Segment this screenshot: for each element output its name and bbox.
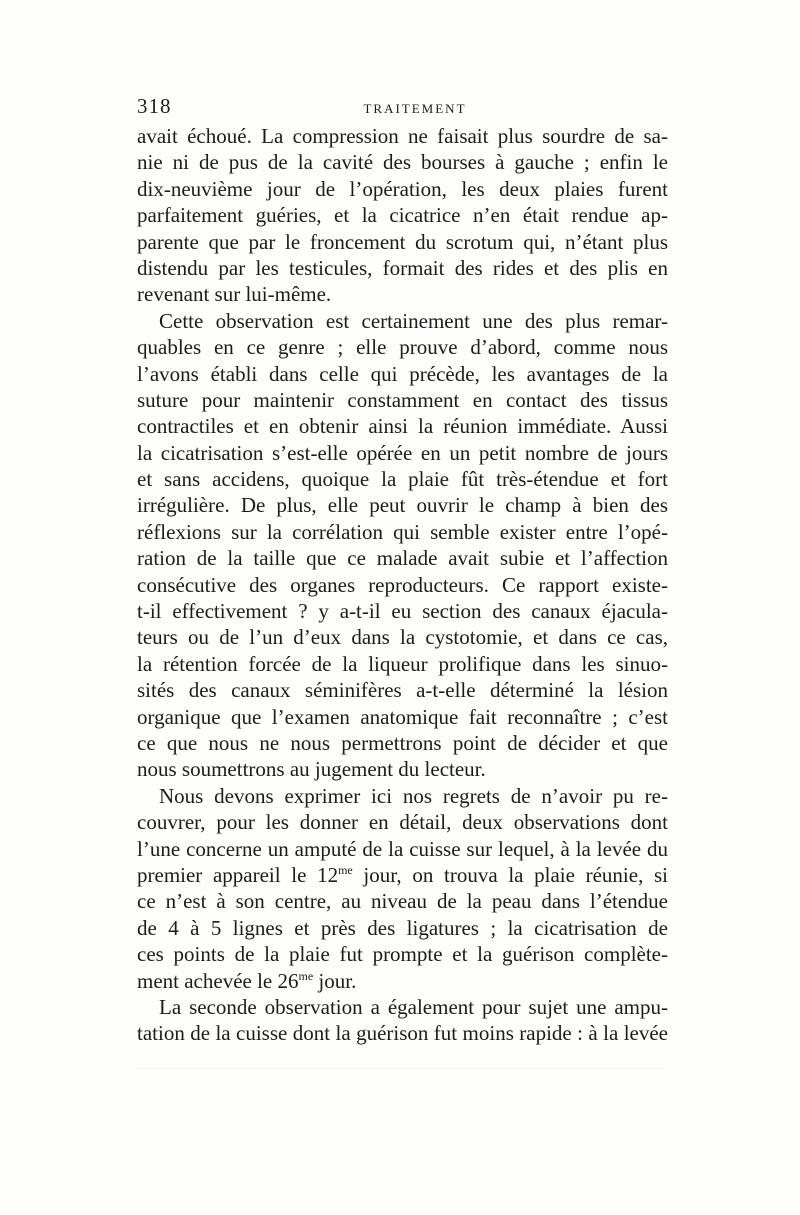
text-line: teurs ou de l’un d’eux dans la cystotomie, et dans ce cas, [137, 625, 668, 650]
text-line: sités des canaux séminifères a-t-elle déterminé la lésion [137, 678, 668, 703]
text-line: contractiles et en obtenir ainsi la réunion immédiate. Aussi [137, 414, 668, 439]
text-line: ce n’est à son centre, au niveau de la peau dans l’étendue [137, 889, 668, 914]
text-line: La seconde observation a également pour sujet une ampu- [159, 994, 668, 1019]
text-line: parfaitement guéries, et la cicatrice n’en était rendue ap- [137, 203, 668, 228]
page-number: 318 [137, 94, 172, 118]
text-line: Nous devons exprimer ici nos regrets de n’avoir pu re- [159, 783, 668, 808]
text-line: Cette observation est certainement une des plus remar- [159, 308, 668, 333]
text-line: l’une concerne un amputé de la cuisse sur lequel, à la levée du [137, 836, 668, 861]
text-line: ration de la taille que ce malade avait subie et l’affection [137, 546, 668, 571]
text-line: la cicatrisation s’est-elle opérée en un petit nombre de jours [137, 440, 668, 465]
body-text [137, 123, 668, 1047]
text-line: t-il effectivement ? y a-t-il eu section des canaux éjacula- [137, 599, 668, 624]
text-line: tation de la cuisse dont la guérison fut moins rapide : à la levée [137, 1021, 668, 1046]
text-line: avait échoué. La compression ne faisait plus sourdre de sa- [137, 124, 668, 148]
text-line: distendu par les testicules, formait des rides et des plis en [137, 255, 668, 280]
text-line: la rétention forcée de la liqueur prolifique dans les sinuo- [137, 651, 668, 676]
text-line: ce que nous ne nous permettrons point de décider et que [137, 730, 668, 755]
text-line: de 4 à 5 lignes et près des ligatures ; la cicatrisation de [137, 915, 668, 940]
text-line: revenant sur lui-même. [137, 282, 332, 307]
running-head: TRAITEMENT [363, 101, 467, 116]
text-line: ment achevée le $26^{me}$ jour. [137, 968, 357, 993]
text-line: nie ni de pus de la cavité des bourses à gauche ; enfin le [137, 150, 668, 175]
text-line: et sans accidens, quoique la plaie fût très-étendue et fort [137, 467, 668, 492]
text-line: couvrer, pour les donner en détail, deux observations dont [137, 810, 668, 835]
text-line: organique que l’examen anatomique fait reconnaître ; c’est [137, 704, 668, 729]
text-line: parente que par le froncement du scrotum qui, n’étant plus [137, 229, 668, 254]
page-edge-smudge [137, 1068, 668, 1083]
text-line: nous soumettrons au jugement du lecteur. [137, 757, 486, 782]
text-line: consécutive des organes reproducteurs. Ce rapport existe- [137, 572, 668, 597]
text-line: dix-neuvième jour de l’opération, les deux plaies furent [137, 176, 668, 201]
text-line: premier appareil le $12^{me}$ jour, on trouva la plaie réunie, si [137, 862, 669, 887]
text-line: réflexions sur la corrélation qui semble exister entre l’opé- [137, 519, 668, 544]
text-line: l’avons établi dans celle qui précède, les avantages de la [137, 361, 668, 386]
text-line: ces points de la plaie fut prompte et la guérison complète- [137, 942, 668, 967]
text-line: irrégulière. De plus, elle peut ouvrir le champ à bien des [137, 493, 668, 518]
text-line: suture pour maintenir constamment en contact des tissus [137, 387, 668, 412]
text-line: quables en ce genre ; elle prouve d’abord, comme nous [137, 335, 668, 360]
